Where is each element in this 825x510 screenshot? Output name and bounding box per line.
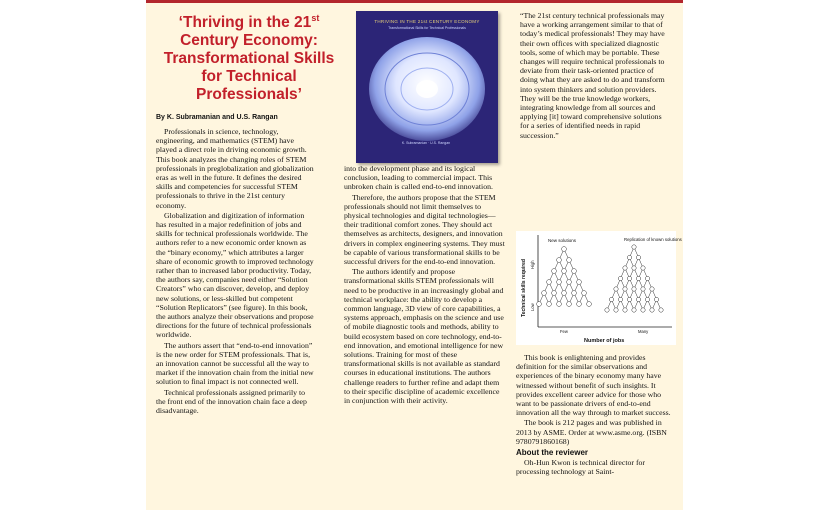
fig-y-label: Technical skills required [521, 259, 527, 317]
pyramid-node [654, 297, 658, 301]
pyramid-node [537, 302, 542, 307]
figure-pyramids [516, 231, 682, 345]
paragraph: Therefore, the authors propose that the STEM professionals should not limit themselves to physical technologies and digital technologies—their traditional comfort zones. They should act themselves as architects, designers, and innovation drivers in complex engineering systems. They must be capable of various transformational skills to be successful drivers for the end-to-end innovation. [344, 192, 505, 267]
pyramid-node [632, 266, 636, 270]
pyramid-node [623, 266, 627, 270]
paragraph: Technical professionals assigned primarily to the front end of the innovation chain face a deep disadvantage. [156, 387, 307, 416]
pyramid-node [562, 269, 567, 274]
pyramid-node [623, 287, 627, 291]
column-2 [344, 164, 506, 405]
pyramid-node [632, 245, 636, 249]
pyramid-node [577, 302, 582, 307]
pyramid-node [636, 255, 640, 259]
magazine-page [146, 3, 683, 510]
article-title: ‘Thriving in the 21st Century Economy: Transformational Skills for Technical Professionals’ [163, 13, 335, 104]
pyramid-node [562, 291, 567, 296]
fig-x-few: Few [560, 329, 568, 334]
fig-label-rep: Replication of known solutions [624, 237, 682, 242]
pyramid-node [567, 258, 572, 263]
pyramid-node [557, 280, 562, 285]
fig-y-low: Low [530, 303, 535, 311]
book-cover-image [356, 11, 498, 163]
paragraph: The book is 212 pages and was published in 2013 by ASME. Order at www.asme.org. (ISBN 9780791860168) [516, 418, 667, 446]
pyramid-node [614, 287, 618, 291]
paragraph: into the development phase and its logical conclusion, leading to commercial impact. This unbroken chain is called end-to-end innovation. [344, 164, 493, 192]
reviewer-heading: About the reviewer [516, 448, 589, 458]
fig-x-many: Many [638, 329, 649, 334]
pyramid-node [562, 247, 567, 252]
pyramid-node [552, 269, 557, 274]
paragraph: Professionals in science, technology, engineering, and mathematics (STEM) have played a direct role in driving economic growth. This book analyzes the changing roles of STEM professionals in preglobalization and globalization eras as well in the future. It defines the desired skills and competencies for successful STEM professionals to thrive in the 21st century economy. [156, 127, 314, 210]
pyramid-node [542, 291, 547, 296]
pyramid-node [547, 302, 552, 307]
pyramid-node [627, 276, 631, 280]
pull-quote-text: “The 21st century technical professionals may have a working arrangement similar to that of today’s medical professionals! They may have their own offices with specialized diagnostic tools, some of which may be portable. These changes will require technical professionals to deviate from their task-oriented practice of doing what they are asked to do and transform into system thinkers and solution providers. They will be the true knowledge workers, integrating knowledge from all sources and applying [it] toward comprehensive solutions for a series of identified needs in rapid succession.” [520, 11, 665, 140]
paragraph: This book is enlightening and provides definition for the similar observations and experiences of the binary economy many have witnessed without benefit of such insights. It provides excellent career advice for those who want to be passionate drivers of end-to-end innovation all the way through to market success. [516, 353, 671, 418]
column-3 [516, 353, 676, 477]
pyramid-node [623, 308, 627, 312]
pull-quote [520, 11, 670, 140]
pyramid-node [557, 302, 562, 307]
fig-x-label: Number of jobs [584, 338, 625, 344]
book-cover-authors: K. Subramanian · U.S. Rangan [401, 141, 451, 145]
byline: By K. Subramanian and U.S. Rangan [156, 114, 278, 121]
pyramid-node [572, 269, 577, 274]
pyramid-node [650, 287, 654, 291]
paragraph: Oh-Hun Kwon is technical director for processing technology at Saint- [516, 458, 646, 477]
pyramid-node [632, 308, 636, 312]
pyramid-node [641, 308, 645, 312]
book-cover-subtitle: Transformational Skills for Technical Professionals [388, 26, 466, 30]
pyramid-node [614, 308, 618, 312]
pyramid-node [609, 297, 613, 301]
book-cover-title: THRIVING IN THE 21st CENTURY ECONOMY [374, 19, 480, 24]
pyramid-node [641, 287, 645, 291]
column-1 [156, 127, 316, 415]
paragraph: The authors assert that “end-to-end innovation” is the new order for STEM professionals. That is, an innovation cannot be successful all the way to market if the innovation chain from the initial new solution to final impact is not connected well. [156, 340, 314, 387]
paragraph: The authors identify and propose transformational skills STEM professionals will need to be productive in an increasingly global and technical workplace: the ability to develop a common language, 3D view of core capabilities, a systems approach, emphasis on the science and use of mobile diagnostic tools and methods, ability to build ecosystem based on core technology, end-to-end innovation, and emotional intelligence for new solutions. Training for most of these transformational skills is not available as standard courses in educational institutions. The authors challenge readers to further refine and adapt them to their specific discipline of academic excellence in conjunction with their activity. [344, 267, 504, 406]
pyramid-node [605, 308, 609, 312]
fig-y-high: High [530, 260, 535, 269]
paragraph: Globalization and digitization of information has resulted in a major redefinition of jobs and skills for technical professionals worldwide. The authors refer to a new economic order known as the “binary economy,” which attributes a larger share of economic growth to improved technology rather than to increased labor productivity. Today, the authors say, companies need either “Solution Creators” who can discover, develop, and deploy new solutions, or less-skilled but competent “Solution Replicators” (see figure). In this book, the authors analyze their observations and propose directions for the future of technical professionals worldwide. [156, 210, 314, 340]
pyramid-node [552, 291, 557, 296]
pyramid-node [641, 266, 645, 270]
pyramid-node [659, 308, 663, 312]
pyramid-node [567, 302, 572, 307]
pyramid-node [636, 297, 640, 301]
pyramid-node [627, 255, 631, 259]
fig-label-new: New solutions [548, 238, 577, 243]
pyramid-node [557, 258, 562, 263]
pyramid-node [577, 280, 582, 285]
pyramid-node [547, 280, 552, 285]
pyramid-node [587, 302, 592, 307]
pyramid-node [645, 297, 649, 301]
pyramid-node [618, 297, 622, 301]
pyramid-node [636, 276, 640, 280]
pyramid-node [567, 280, 572, 285]
pyramid-node [572, 291, 577, 296]
pyramid-node [645, 276, 649, 280]
pyramid-node [627, 297, 631, 301]
pyramid-node [632, 287, 636, 291]
pyramid-node [650, 308, 654, 312]
pyramid-node [582, 291, 587, 296]
pyramid-node [618, 276, 622, 280]
